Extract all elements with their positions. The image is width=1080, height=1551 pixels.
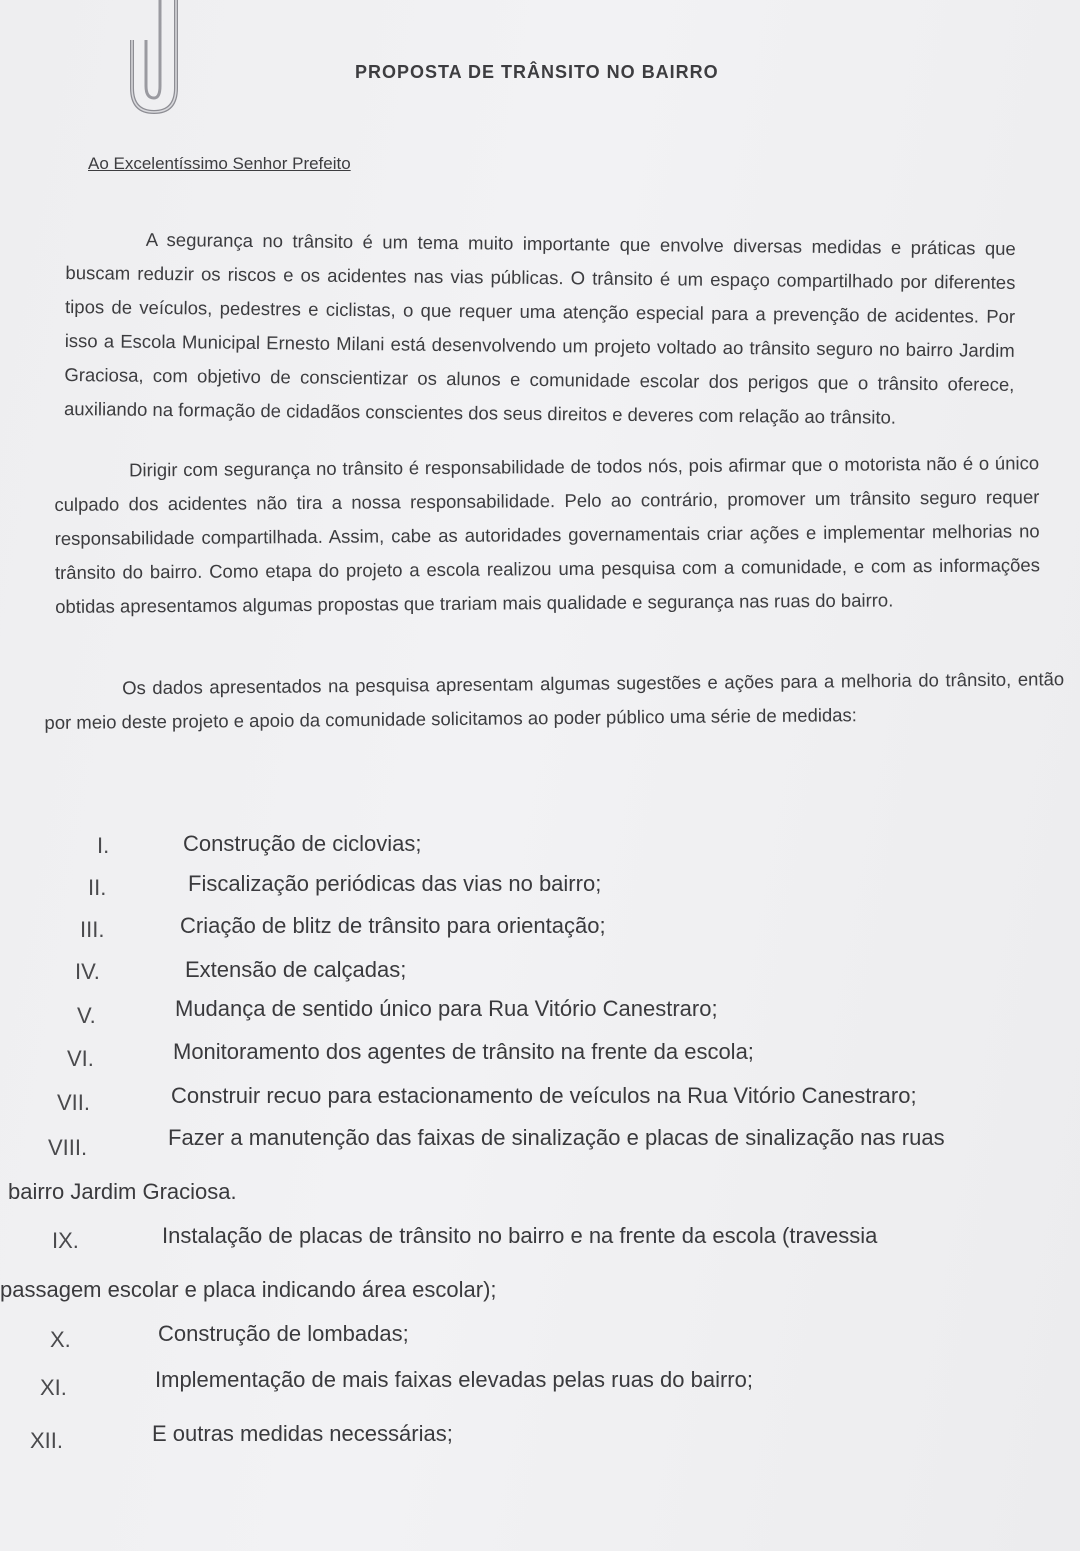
- list-item-number: IX.: [52, 1228, 79, 1253]
- list-item: Criação de blitz de trânsito para orientação;: [180, 913, 606, 938]
- list-item: Instalação de placas de trânsito no bairro e na frente da escola (travessia: [162, 1223, 878, 1248]
- list-item-number: X.: [50, 1327, 71, 1352]
- list-item-continuation: bairro Jardim Graciosa.: [8, 1179, 237, 1204]
- paragraph-3: Os dados apresentados na pesquisa apresentam algumas sugestões e ações para a melhoria do trânsito, então por meio deste projeto e apoio da comunidade solicitamos ao poder público uma série de medidas:: [44, 668, 1065, 733]
- list-item-number: II.: [88, 875, 107, 900]
- list-item: Implementação de mais faixas elevadas pelas ruas do bairro;: [155, 1367, 753, 1392]
- list-item: Construção de lombadas;: [158, 1321, 409, 1346]
- list-item-number: I.: [97, 833, 110, 858]
- list-item: Fiscalização periódicas das vias no bairro;: [188, 871, 602, 896]
- paragraph-2: Dirigir com segurança no trânsito é responsabilidade de todos nós, pois afirmar que o motorista não é o único culpado dos acidentes não tira a nossa responsabilidade. Pelo ao contrário, promover um trânsito seguro requer responsabilidade compartilhada. Assim, cabe as autoridades governamentais criar ações e implementar melhorias no trânsito do bairro. Como etapa do projeto a escola realizou uma pesquisa com a comunidade, e com as informações obtidas apresentamos algumas propostas que trariam mais qualidade e segurança nas ruas do bairro.: [54, 452, 1040, 617]
- list-item: E outras medidas necessárias;: [152, 1421, 453, 1446]
- list-item: Monitoramento dos agentes de trânsito na frente da escola;: [173, 1039, 754, 1064]
- list-item: Extensão de calçadas;: [185, 957, 407, 982]
- list-item-number: XI.: [40, 1375, 67, 1400]
- list-item: Construção de ciclovias;: [183, 831, 422, 856]
- list-item-number: XII.: [30, 1428, 64, 1453]
- paperclip-icon: [118, 0, 188, 118]
- list-item-number: IV.: [75, 959, 100, 984]
- list-item-continuation: passagem escolar e placa indicando área escolar);: [0, 1277, 497, 1302]
- list-item-number: VIII.: [48, 1135, 88, 1160]
- list-item: Fazer a manutenção das faixas de sinalização e placas de sinalização nas ruas: [168, 1125, 945, 1150]
- list-item-number: V.: [77, 1003, 96, 1028]
- document-title: PROPOSTA DE TRÂNSITO NO BAIRRO: [355, 62, 719, 82]
- list-item-number: III.: [80, 917, 105, 942]
- list-item: Construir recuo para estacionamento de veículos na Rua Vitório Canestraro;: [171, 1083, 917, 1108]
- list-item: Mudança de sentido único para Rua Vitório Canestraro;: [175, 996, 718, 1021]
- list-item-number: VI.: [67, 1046, 94, 1071]
- paragraph-1: A segurança no trânsito é um tema muito importante que envolve diversas medidas e práticas que buscam reduzir os riscos e os acidentes nas vias públicas. O trânsito é um espaço compartilhado por diferentes tipos de veículos, pedestres e ciclistas, o que requer uma atenção especial para a prevenção de acidentes. Por isso a Escola Municipal Ernesto Milani está desenvolvendo um projeto voltado ao trânsito seguro no bairro Jardim Graciosa, com objetivo de conscientizar os alunos e comunidade escolar dos perigos que o trânsito oferece, auxiliando na formação de cidadãos conscientes dos seus direitos e deveres com relação ao trânsito.: [63, 228, 1016, 428]
- salutation: Ao Excelentíssimo Senhor Prefeito: [88, 154, 351, 173]
- list-item-number: VII.: [57, 1090, 91, 1115]
